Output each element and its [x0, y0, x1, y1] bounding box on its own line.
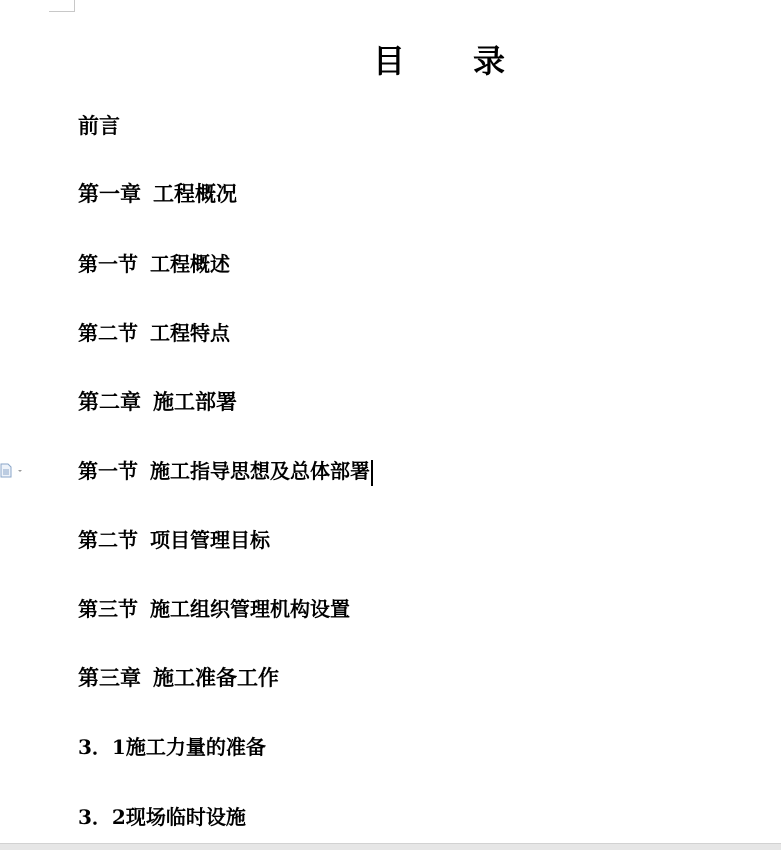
toc-entry-number: 前言 [78, 113, 120, 138]
toc-entry-3-2[interactable] [78, 803, 246, 831]
toc-entry-number: 3．2 [78, 805, 126, 829]
toc-entry-title: 施工指导思想及总体部署 [150, 459, 370, 483]
toc-entry-title: 项目管理目标 [150, 528, 270, 552]
toc-entry-number: 第一节 [78, 252, 138, 276]
toc-entry-title: 施工力量的准备 [125, 735, 266, 759]
toc-entry-3-1[interactable] [78, 733, 266, 761]
page-title [373, 36, 507, 82]
toc-entry-number: 3．1 [78, 735, 126, 759]
toc-entry-number: 第二节 [78, 528, 138, 552]
toc-entry-number: 第二节 [78, 321, 138, 345]
toc-entry-title: 工程概述 [150, 252, 230, 276]
toc-entry-number: 第三章 [78, 665, 141, 690]
title-char-right: 录 [473, 42, 508, 80]
toc-entry-number: 第一节 [78, 459, 138, 483]
toc-entry-section-1-2[interactable] [78, 319, 230, 347]
toc-entry-section-2-1[interactable] [78, 457, 373, 486]
title-char-left: 目 [373, 42, 408, 80]
toc-entry-chapter-3[interactable] [78, 664, 279, 692]
horizontal-scrollbar[interactable] [0, 843, 781, 850]
toc-entry-section-2-2[interactable] [78, 526, 270, 554]
text-cursor [371, 460, 373, 486]
document-dropdown-icon[interactable] [0, 462, 26, 478]
toc-entry-title: 现场临时设施 [125, 805, 246, 829]
toc-entry-preface[interactable] [78, 112, 120, 140]
toc-entry-title: 工程特点 [150, 321, 230, 345]
toc-entry-title: 施工部署 [153, 389, 237, 414]
toc-entry-section-1-1[interactable] [78, 250, 230, 278]
toc-entry-chapter-2[interactable] [78, 388, 237, 416]
toc-entry-number: 第三节 [78, 597, 138, 621]
toc-entry-title: 施工组织管理机构设置 [150, 597, 350, 621]
toc-entry-section-2-3[interactable] [78, 595, 350, 623]
toc-entry-chapter-1[interactable] [78, 180, 237, 208]
page-corner-mark [49, 0, 75, 12]
toc-entry-title: 工程概况 [153, 181, 237, 206]
toc-entry-number: 第一章 [78, 181, 141, 206]
toc-entry-title: 施工准备工作 [153, 665, 279, 690]
toc-entry-number: 第二章 [78, 389, 141, 414]
